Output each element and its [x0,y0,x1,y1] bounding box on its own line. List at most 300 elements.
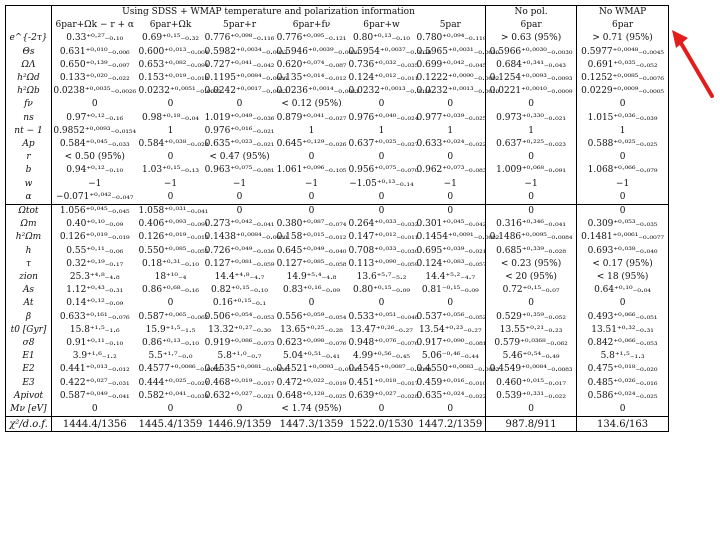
table-row [6,46,669,59]
parameter-label: h²Ωm [6,231,52,244]
parameter-value: 0 [577,191,669,205]
parameter-value: 0.726⁺⁰·⁰⁴⁹₋₀.₀₃₆ [204,245,275,256]
parameter-value: 0.691⁺⁰·⁰³⁵₋₀.₀₅₂ [577,59,669,72]
table-row [6,350,669,363]
parameter-value: 0.33⁺⁰·²⁷₋₀.₁₀ [66,33,124,44]
parameter-value: 0.94⁺⁰·¹²₋₀.₁₀ [66,165,124,176]
parameter-value: 0.648⁺⁰·¹²⁸₋₀.₀₂₅ [276,390,347,401]
parameter-value: 0.588⁺⁰·⁰²⁵₋₀.₀₂₅ [577,138,669,151]
parameter-value: 1 [378,125,385,136]
parameter-value: 0.4521⁺⁰·⁰⁰⁹³₋₀.₀₁₀₀ [276,364,360,375]
parameter-value: 0.633⁺⁰·¹⁶¹₋₀.₀₇₆ [59,311,130,322]
table-row [6,125,669,138]
parameter-value: 0.69⁺⁰·¹⁵₋₀.₃₂ [142,33,199,44]
parameter-value: 0.584⁺⁰·⁰⁴⁵₋₀.₀₃₃ [59,139,130,150]
parameter-value: < 0.23 (95%) [486,258,577,271]
parameter-value: 1.009⁺⁰·⁰⁶⁸₋₀.₀₉₁ [486,164,577,177]
parameter-value: < 20 (95%) [486,271,577,284]
parameter-value: 14.4⁺⁵·²₋₄.₇ [425,272,476,283]
parameter-value: 0.1222⁺⁰·⁰⁰⁹⁰₋₀.₀₀₈₂ [416,73,500,84]
parameter-value: 0.645⁺⁰·¹²⁹₋₀.₀₂₆ [276,139,347,150]
parameter-value: 1 [447,125,454,136]
table-row [6,164,669,177]
parameter-value: 0 [577,151,669,164]
parameter-value: 0.529⁺⁰·³⁵⁹₋₀.₀₅₂ [486,311,577,324]
parameter-value: 0 [308,298,315,309]
parameter-value: 0.126⁺⁰·⁰¹⁹₋₀.₀₁₉ [59,232,130,243]
chi2-row [6,417,669,432]
parameter-value: 0.273⁺⁰·⁰⁴²₋₀.₀₄₁ [204,219,275,230]
parameter-value: > 0.71 (95%) [577,32,669,45]
parameter-value: −1 [486,178,577,191]
parameter-value: 0.693⁺⁰·⁰³⁸₋₀.₀₄₀ [577,245,669,258]
parameter-value: 0.127⁺⁰·⁰⁸¹₋₀.₀₅₉ [204,258,275,269]
table-row [6,377,669,390]
parameter-value: 0 [204,205,276,219]
table-row [6,32,669,45]
parameter-label: E3 [6,377,52,390]
parameter-value: 13.65⁺⁰·²⁵₋₀.₂₈ [280,324,343,335]
parameter-value: 0.776⁺⁰·⁰⁹⁸₋₀.₁₁₆ [204,33,275,44]
column-header: 6par+w [363,20,400,31]
parameter-value: 1.12⁺⁰·⁴³₋₀.₃₁ [66,285,124,296]
table-row [6,191,669,205]
parameter-label: nt − 1 [6,125,52,138]
parameter-value: 1 [308,125,315,136]
parameter-value: 0.64⁺⁰·¹⁰₋₀.₀₄ [577,284,669,297]
chi2-value: 134.6/163 [577,417,669,432]
parameter-value: 0 [167,404,174,415]
table-row [6,403,669,417]
chi2-value: 1444.4/1356 [52,417,138,432]
parameter-value: 0.776⁺⁰·⁰⁹⁵₋₀.₁₂₁ [276,33,347,44]
parameter-value: 0 [308,152,315,163]
table-row [6,98,669,111]
parameter-value: 0.493⁺⁰·⁰⁶⁶₋₀.₀₅₁ [577,311,669,324]
parameter-value: > 0.63 (95%) [486,32,577,45]
parameter-value: 0.973⁺⁰·³³⁰₋₀.₀₂₁ [486,112,577,125]
parameter-value: 0.133⁺⁰·⁰²⁰₋₀.₀₂₂ [59,73,130,84]
table-row [6,178,669,191]
parameter-value: 1.03⁺⁰·¹⁵₋₀.₁₃ [142,165,199,176]
parameter-value: 0.1254⁺⁰·⁰⁰⁹³₋₀.₀₀₉₃ [486,72,577,85]
parameter-value: 0 [276,205,348,219]
table-row [6,205,669,219]
table-row [6,138,669,151]
parameter-value: 0.708⁺⁰·⁰³³₋₀.₀₃₀ [348,245,419,256]
parameter-value: −1 [577,178,669,191]
parameter-value: 0.917⁺⁰·⁰⁹⁰₋₀.₀₈₁ [416,338,487,349]
parameter-value: < 1.74 (95%) [281,404,342,415]
table-row [6,363,669,376]
parameter-value: 5.04⁺⁰·⁵¹₋₀.₄₁ [283,351,340,362]
parameter-value: 0.0229⁺⁰·⁰⁰⁰⁹₋₀.₀₀₀₅ [577,85,669,98]
parameter-value: 0.5954⁺⁰·⁰⁰³⁷₋₀.₀₀₃₈ [348,46,432,57]
parameter-label: ΩΛ [6,59,52,72]
parameter-value: 0.4577⁺⁰·⁰⁰⁸⁶₋₀.₀₀₈₂ [138,364,222,375]
parameter-value: 1.068⁺⁰·⁰⁶⁶₋₀.₀₇₉ [577,164,669,177]
table-row [6,271,669,284]
parameter-value: 0.736⁺⁰·⁰³²₋₀.₀₃₅ [348,59,419,70]
parameter-value: 0.506⁺⁰·⁰⁵⁴₋₀.₀₅₃ [204,311,275,322]
parameter-value: 13.51⁺⁰·³²₋₀.₃₁ [577,324,669,337]
parameter-label: σ8 [6,337,52,350]
parameter-value: 0.620⁺⁰·⁰⁷⁴₋₀.₀₈₇ [276,59,347,70]
parameter-value: 0.309⁺⁰·⁰⁵³₋₀.₀₃₅ [577,218,669,231]
parameter-label: w [6,178,52,191]
parameter-value: 0.632⁺⁰·⁰²⁷₋₀.₀₂₁ [204,390,275,401]
parameter-value: 0.86⁺⁰·⁶⁸₋₀.₁₆ [142,285,199,296]
parameter-value: 0.460⁺⁰·⁰¹⁵₋₀.₀₁₇ [486,377,577,390]
parameter-value: 0 [167,152,174,163]
parameter-value: 13.55⁺⁰·²¹₋₀.₂₃ [486,324,577,337]
parameter-value: 0 [167,99,174,110]
parameter-value: 5.06⁻⁰·⁴⁶₋₀.₄₄ [421,351,479,362]
parameter-label: t0 [Gyr] [6,324,52,337]
parameter-value: 4.99⁺⁰·⁵⁶₋₀.₄₅ [353,351,410,362]
parameter-value: 0.422⁺⁰·⁰²⁷₋₀.₀₃₁ [59,377,130,388]
group-header-nowmap: No WMAP [577,6,669,20]
parameter-value: 0.631⁺⁰·⁰¹⁰₋₀.₀₀₆ [59,46,130,57]
parameter-value: 0.948⁺⁰·⁰⁷⁶₋₀.₀₇₆ [348,338,419,349]
parameter-value: 0.637⁺⁰·⁰²⁵₋₀.₀₂₇ [348,139,419,150]
parameter-value: −1 [88,178,102,189]
parameter-value: 0.956⁺⁰·⁰⁷⁵₋₀.₀₇₀ [348,165,419,176]
parameter-value: 0 [486,191,577,205]
parameter-value: 0.780⁺⁰·⁰⁹⁴₋₀.₁₁₉ [416,33,487,44]
parameter-value: 1.061⁺⁰·⁰⁹⁶₋₀.₁₀₅ [276,165,347,176]
parameter-value: 0.0238⁺⁰·⁰⁰³⁵₋₀.₀₀₂₆ [53,86,137,97]
parameter-value: 0.976⁺⁰·⁰⁴⁰₋₀.₀₂₄ [348,112,419,123]
column-header: 6par [486,19,577,32]
parameter-value: 14.9⁺⁵·⁴₋₄.₈ [286,272,337,283]
parameter-value: 0 [378,99,385,110]
parameter-value: 0.587⁺⁰·⁰⁴⁹₋₀.₀₄₁ [59,390,130,401]
table-row [6,311,669,324]
parameter-value: 0.485⁺⁰·⁰²⁶₋₀.₀₁₆ [577,377,669,390]
table-row [6,85,669,98]
parameter-value: 0 [378,191,385,202]
parameter-label: β [6,311,52,324]
parameter-value: 0.637⁺⁰·²²⁵₋₀.₀₂₃ [486,138,577,151]
parameter-value: 0.5965⁺⁰·⁰⁰³¹₋₀.₀₀₃₀ [416,46,500,57]
parameter-value: 0.91⁺⁰·¹¹₋₀.₁₀ [66,338,124,349]
column-header: 5par [439,20,461,31]
parameter-value: 5.8⁺¹·⁰₋₀.₇ [217,351,262,362]
parameter-label: h²Ωd [6,72,52,85]
parameter-value: 0 [447,298,454,309]
parameter-value: 0.80⁺⁰·¹³₋₀.₁₀ [353,33,410,44]
parameter-value: 0 [236,99,243,110]
parameter-value: 0.653⁺⁰·⁰⁸²₋₀.₀₉₄ [138,59,209,70]
table-row [6,59,669,72]
parameter-value: 0.539⁺⁰·³³¹₋₀.₀₂₂ [486,390,577,403]
parameter-value: < 18 (95%) [577,271,669,284]
parameter-value: 0 [308,191,315,202]
parameter-value: 0.18⁺⁰·³¹₋₀.₁₀ [142,258,199,269]
parameter-value: 0.684⁺⁰·³⁴¹₋₀.₀₄₃ [486,59,577,72]
parameter-value: 0.600⁺⁰·⁰¹³₋₀.₀₀₄ [138,46,209,57]
parameter-value: 0.153⁺⁰·⁰¹⁹₋₀.₀₁₈ [138,73,209,84]
parameter-label: e^{-2τ} [6,32,52,45]
column-header: 6par+fν [292,20,331,31]
parameter-value: 0 [486,205,577,219]
parameter-value: 0.475⁺⁰·⁰¹⁸₋₀.₀₂₀ [577,363,669,376]
parameter-value: 0.635⁺⁰·⁰²³₋₀.₀₂₁ [204,139,275,150]
parameter-value: 0.5982⁺⁰·⁰⁰³⁴₋₀.₀₀₃₂ [204,46,288,57]
parameter-value: 25.3⁺⁴·⁸₋₄.₈ [69,272,120,283]
parameter-label: E2 [6,363,52,376]
parameter-label: h [6,245,52,258]
parameter-value: 0.0221⁺⁰·⁰⁰¹⁰₋₀.₀₀₀₉ [486,85,577,98]
column-header: 6par+Ωk − r + α [55,20,135,31]
parameter-value: 0 [486,98,577,111]
parameter-value: 1.019⁺⁰·⁰⁴⁹₋₀.₀₃₆ [204,112,275,123]
chi2-label: χ²/d.o.f. [6,417,52,432]
parameter-table-container [5,5,668,535]
parameter-value: 0.1486⁺⁰·⁰⁰⁹⁵₋₀.₀₀₈₄ [486,231,577,244]
parameter-value: 0 [447,152,454,163]
parameter-label: zion [6,271,52,284]
parameter-value: 5.5⁺¹·⁷₋₀.₀ [148,351,193,362]
parameter-value: 18⁺¹⁰₋₄ [154,272,187,283]
parameter-value: 0.842⁺⁰·⁰⁶⁶₋₀.₀₅₃ [577,337,669,350]
parameter-value: 0.14⁺⁰·¹²₋₀.₀₉ [66,298,124,309]
parameter-value: 0 [447,99,454,110]
parameter-value: 0.919⁺⁰·⁰⁸⁶₋₀.₀₇₃ [204,338,275,349]
parameter-value: 0.32⁺⁰·¹⁹₋₀.₁₇ [66,258,124,269]
parameter-label: Mν [eV] [6,403,52,417]
table-row [6,231,669,244]
table-row [6,151,669,164]
parameter-value: 0.582⁺⁰·⁰⁴¹₋₀.₀₃₉ [138,390,209,401]
column-header: 5par+r [223,20,256,31]
parameter-value: 0.727⁺⁰·⁰⁴¹₋₀.₀₄₂ [204,59,275,70]
table-row [6,245,669,258]
parameter-value: 0.5977⁺⁰·⁰⁰⁴⁸₋₀.₀₀₄₅ [577,46,669,59]
parameter-value: 0.623⁺⁰·⁰⁹⁸₋₀.₀₇₆ [276,338,347,349]
parameter-value: 0.86⁺⁰·¹³₋₀.₁₀ [142,338,199,349]
column-header: 6par+Ωk [149,20,192,31]
table-row [6,258,669,271]
parameter-value: 0.579⁺⁰·⁰³⁶⁸₋₀.₀₆₂ [486,337,577,350]
parameter-value: 0 [91,404,98,415]
parameter-label: b [6,164,52,177]
parameter-value: 0.55⁺⁰·¹¹₋₀.₀₆ [66,245,124,256]
parameter-value: 1 [486,125,577,138]
parameter-value: 0.0232⁺⁰·⁰⁰⁵¹₋₀.₀₀₂₂ [138,86,222,97]
parameter-value: 0.962⁺⁰·⁰⁷³₋₀.₀₈₃ [416,165,487,176]
table-row [6,112,669,125]
parameter-label: fν [6,98,52,111]
parameter-value: 0 [577,297,669,310]
parameter-value: 0.127⁺⁰·⁰⁸⁵₋₀.₀₅₈ [276,258,347,269]
parameter-table [5,5,669,432]
chi2-value: 1447.2/1359 [416,417,486,432]
parameter-value: 0.82⁺⁰·¹⁵₋₀.₁₀ [211,285,268,296]
parameter-value: 13.32⁺⁰·²⁷₋₀.₃₀ [208,324,271,335]
parameter-value: 1 [577,125,669,138]
parameter-value: 0.0232⁺⁰·⁰⁰¹³₋₀.₀₀₁₀ [348,86,432,97]
parameter-label: Ωtot [6,205,52,219]
parameter-value: 0 [378,404,385,415]
parameter-value: 0.5966⁺⁰·⁰⁰³⁰₋₀.₀₀₃₀ [486,46,577,59]
parameter-value: 0.444⁺⁰·⁰²⁵₋₀.₀₂₇ [138,377,209,388]
parameter-value: −1 [163,178,178,189]
parameter-value: 0.441⁺⁰·⁰¹³₋₀.₀₁₂ [59,364,130,375]
parameter-value: 0 [348,205,416,219]
table-row [6,324,669,337]
parameter-value: 0.406⁺⁰·⁰⁹³₋₀.₀₉₁ [138,219,209,230]
parameter-value: 0 [236,404,243,415]
parameter-value: 0.586⁺⁰·⁰²⁴₋₀.₀₂₅ [577,390,669,403]
parameter-value: 0.699⁺⁰·⁰⁴²₋₀.₀₄₅ [416,59,487,70]
parameter-value: 0.80⁺⁰·¹⁵₋₀.₀₉ [353,285,410,296]
table-row [6,337,669,350]
parameter-value: 0.685⁺⁰·³³⁹₋₀.₀₂₈ [486,245,577,258]
parameter-value: < 0.12 (95%) [281,99,342,110]
parameter-value: 0.16⁺⁰·¹⁵₋₀.₁ [212,298,267,309]
parameter-value: 13.47⁺⁰·²⁶₋₀.₂₇ [350,324,413,335]
parameter-value: 0.301⁺⁰·⁰⁴⁵₋₀.₀₄₂ [416,219,487,230]
parameter-value: −1 [232,178,247,189]
parameter-value: 3.9⁺¹·⁶₋₁.₂ [72,351,117,362]
parameter-value: 0 [577,403,669,417]
parameter-value: < 0.47 (95%) [209,152,270,163]
parameter-value: 1 [167,125,174,136]
parameter-value: 1.056⁺⁰·⁰⁴⁵₋₀.₀₄₅ [52,205,138,219]
parameter-value: 0.0232⁺⁰·⁰⁰¹³₋₀.₀₀₁₀ [416,86,500,97]
group-header-main: Using SDSS + WMAP temperature and polarization information [122,7,415,17]
parameter-label: Apivot [6,390,52,403]
parameter-value: 0.124⁺⁰·⁰¹²₋₀.₀₁₁ [348,73,419,84]
parameter-value: 0.83⁺⁰·¹⁶₋₀.₀₉ [283,285,340,296]
parameter-value: 0 [447,191,454,202]
parameter-value: 0.635⁺⁰·⁰²⁴₋₀.₀₂₂ [416,390,487,401]
table-row [6,218,669,231]
table-row [6,284,669,297]
parameter-label: α [6,191,52,205]
parameter-value: 0.977⁺⁰·⁰³⁹₋₀.₀₂₅ [416,112,487,123]
parameter-label: At [6,297,52,310]
parameter-label: τ [6,258,52,271]
parameter-value: 0.451⁺⁰·⁰¹⁸₋₀.₀₁₇ [348,377,419,388]
column-header-row [6,19,669,32]
parameter-value: 5.46⁺⁰·⁵⁴₋₀.₄₉ [486,350,577,363]
parameter-value: 0 [486,151,577,164]
parameter-label: E1 [6,350,52,363]
parameter-value: 0.633⁺⁰·⁰²⁴₋₀.₀₂₂ [416,139,487,150]
parameter-value: 0 [378,298,385,309]
parameter-label: Ap [6,138,52,151]
parameter-value: 0.158⁺⁰·⁰¹⁵₋₀.₀₁₂ [276,232,347,243]
table-row [6,390,669,403]
parameter-value: −1.05⁺⁰·¹³₋₀.₁₄ [349,178,414,189]
chi2-value: 987.8/911 [486,417,577,432]
parameter-value: 0 [236,191,243,202]
parameter-value: 0.963⁺⁰·⁰⁷⁵₋₀.₀₈₁ [204,165,275,176]
parameter-value: 0.1481⁺⁰·⁰⁰⁶¹₋₀.₀₀₇₇ [577,231,669,244]
parameter-value: 0 [486,403,577,417]
parameter-value: 0 [486,297,577,310]
parameter-value: 0.587⁺⁰·⁰⁶⁵₋₀.₀₆₂ [138,311,209,322]
table-row [6,297,669,310]
parameter-value: 0.316⁺⁰·³⁴⁶₋₀.₀₄₁ [486,218,577,231]
parameter-value: −0.071⁺⁰·⁰⁴²₋₀.₀₄₇ [56,191,134,202]
group-header-row [6,6,669,20]
parameter-value: 14.4⁺⁴·⁸₋₄.₇ [214,272,265,283]
parameter-value: 0.380⁺⁰·⁰⁸⁷₋₀.₀₇₄ [276,219,347,230]
parameter-value: 0.556⁺⁰·⁰⁵⁹₋₀.₀₅₄ [276,311,347,322]
parameter-value: 0.468⁺⁰·⁰¹⁹₋₀.₀₁₇ [204,377,275,388]
table-row [6,72,669,85]
parameter-value: 0.645⁺⁰·⁰⁴⁹₋₀.₀₄₀ [276,245,347,256]
parameter-label: As [6,284,52,297]
parameter-value: 0 [577,205,669,219]
parameter-value: 0.113⁺⁰·⁰⁹⁰₋₀.₀₅₉ [348,258,419,269]
parameter-label: h²Ωb [6,85,52,98]
parameter-value: 0.879⁺⁰·⁰⁴¹₋₀.₀₂₇ [276,112,347,123]
corner-cell [6,19,52,32]
parameter-label: Θs [6,46,52,59]
parameter-value: 0.695⁺⁰·⁰³⁹₋₀.₀₂₁ [416,245,487,256]
table-body [6,32,669,431]
parameter-value: 0.1252⁺⁰·⁰⁰⁸⁵₋₀.₀₀₇₆ [577,72,669,85]
parameter-value: 0.126⁺⁰·⁰¹⁹₋₀.₀₁₃ [138,232,209,243]
parameter-label: Ωm [6,218,52,231]
parameter-value: 0.147⁺⁰·⁰¹²₋₀.₀₁₁ [348,232,419,243]
chi2-value: 1445.4/1359 [138,417,204,432]
parameter-value: 0.537⁺⁰·⁰⁵⁶₋₀.₀₅₂ [416,311,487,322]
parameter-value: 0.4545⁺⁰·⁰⁰⁸⁷₋₀.₀₀₉₀ [348,364,432,375]
parameter-value: 0.1195⁺⁰·⁰⁰⁸⁴₋₀.₀₀₈₆ [204,73,288,84]
parameter-value: 0.72⁺⁰·¹⁵₋₀.₀₇ [486,284,577,297]
corner-cell [6,6,52,20]
parameter-value: 15.9⁺¹·⁵₋₁.₅ [145,324,196,335]
parameter-value: 0 [416,205,486,219]
parameter-value: 0.459⁺⁰·⁰¹⁶₋₀.₀₁₀ [416,377,487,388]
column-header: 6par [577,19,669,32]
parameter-value: 13.54⁺⁰·²³₋₀.₂₇ [418,324,482,335]
parameter-value: 0.4550⁺⁰·⁰⁰⁸³₋₀.₀₀₈₃ [416,364,500,375]
parameter-value: 0.4549⁺⁰·⁰⁰⁸⁴₋₀.₀₀₈₃ [486,363,577,376]
parameter-value: 0.135⁺⁰·⁰¹⁴₋₀.₀₁₂ [276,73,347,84]
group-header-nopol: No pol. [486,6,577,20]
chi2-value: 1447.3/1359 [276,417,348,432]
parameter-value: 0.1454⁺⁰·⁰⁰⁹¹₋₀.₀₀₈₂ [416,232,500,243]
parameter-value: 0.650⁺⁰·¹³⁹₋₀.₀₉₇ [59,59,130,70]
parameter-value: 0.5946⁺⁰·⁰⁰³⁹₋₀.₀₀₃₀ [276,46,360,57]
parameter-value: 1.058⁺⁰·⁰³¹₋₀.₀₄₁ [138,205,204,219]
parameter-value: 1.015⁺⁰·⁰³⁶₋₀.₀₃₉ [577,112,669,125]
parameter-value: 0 [378,152,385,163]
parameter-value: 0.264⁺⁰·⁰³³₋₀.₀₃₂ [348,219,419,230]
parameter-value: < 0.50 (95%) [64,152,125,163]
parameter-value: 0.976⁺⁰·⁰¹⁶₋₀.₀₂₁ [204,125,275,136]
parameter-value: −1 [443,178,457,189]
parameter-value: 0.0242⁺⁰·⁰⁰¹⁷₋₀.₀₀₁₃ [204,86,288,97]
parameter-value: 5.8⁺¹·⁵₋₁.₃ [577,350,669,363]
parameter-value: 0.81⁻⁰·¹⁵₋₀.₀₉ [421,285,479,296]
parameter-value: 0.533⁺⁰·⁰⁵¹₋₀.₀₄₈ [348,311,419,322]
parameter-value: 0.124⁺⁰·⁰⁸³₋₀.₀₅₇ [416,258,487,269]
parameter-value: 0 [167,191,174,202]
parameter-value: 0.9852⁺⁰·⁰⁰⁹³₋₀.₀₁₅₄ [53,125,137,136]
parameter-value: 0.40⁺⁰·¹⁰₋₀.₀₉ [66,219,124,230]
parameter-value: 0 [577,98,669,111]
parameter-value: 15.8⁺¹·⁵₋₁.₆ [69,324,120,335]
parameter-value: 0.472⁺⁰·⁰²²₋₀.₀₁₉ [276,377,347,388]
